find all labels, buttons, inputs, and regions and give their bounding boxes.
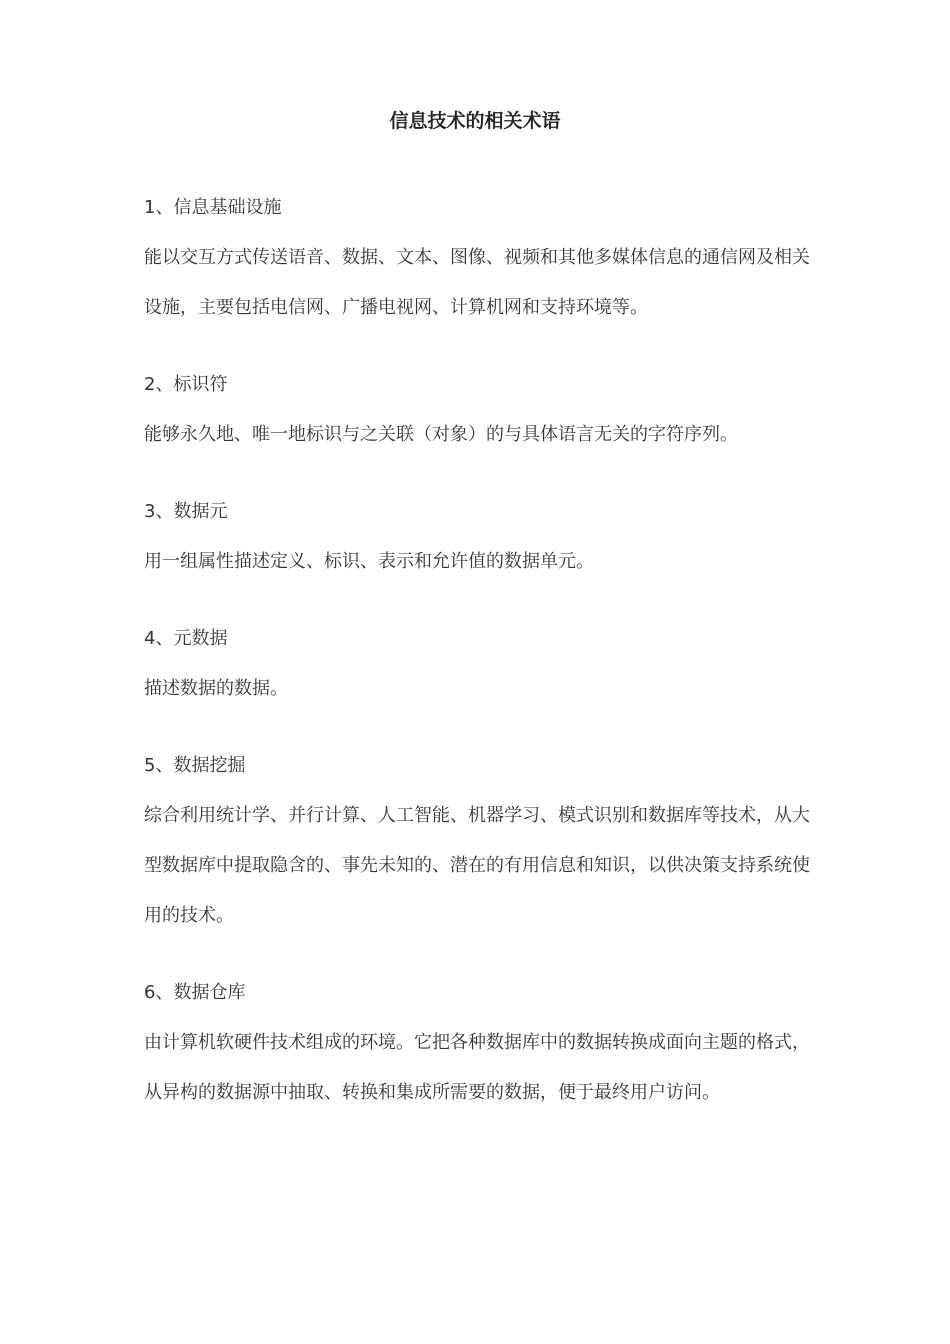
term-definition: 用一组属性描述定义、标识、表示和允许值的数据单元。 <box>144 551 594 572</box>
term-definition: 由计算机软硬件技术组成的环境。它把各种数据库中的数据转换成面向主题的格式，从异构的数据源中抽取、转换和集成所需要的数据，便于最终用户访问。 <box>144 1032 810 1103</box>
term-heading: 6、数据仓库 <box>144 982 246 1003</box>
term-heading: 4、元数据 <box>144 628 228 649</box>
term-heading: 5、数据挖掘 <box>144 755 246 776</box>
term-item-5 <box>144 752 824 941</box>
term-item-6 <box>144 979 824 1118</box>
term-item-1 <box>144 194 824 333</box>
term-definition: 能够永久地、唯一地标识与之关联（对象）的与具体语言无关的字符序列。 <box>144 424 738 445</box>
page-title: 信息技术的相关术语 <box>389 110 561 132</box>
term-definition: 能以交互方式传送语音、数据、文本、图像、视频和其他多媒体信息的通信网及相关设施，主要包括电信网、广播电视网、计算机网和支持环境等。 <box>144 247 810 318</box>
term-heading: 1、信息基础设施 <box>144 197 282 218</box>
term-item-2 <box>144 371 824 460</box>
term-definition: 综合利用统计学、并行计算、人工智能、机器学习、模式识别和数据库等技术，从大型数据库中提取隐含的、事先未知的、潜在的有用信息和知识，以供决策支持系统使用的技术。 <box>144 805 810 926</box>
term-item-3 <box>144 498 824 587</box>
term-item-4 <box>144 625 824 714</box>
term-heading: 3、数据元 <box>144 501 228 522</box>
terms-list <box>144 194 824 1156</box>
term-definition: 描述数据的数据。 <box>144 678 288 699</box>
term-heading: 2、标识符 <box>144 374 228 395</box>
